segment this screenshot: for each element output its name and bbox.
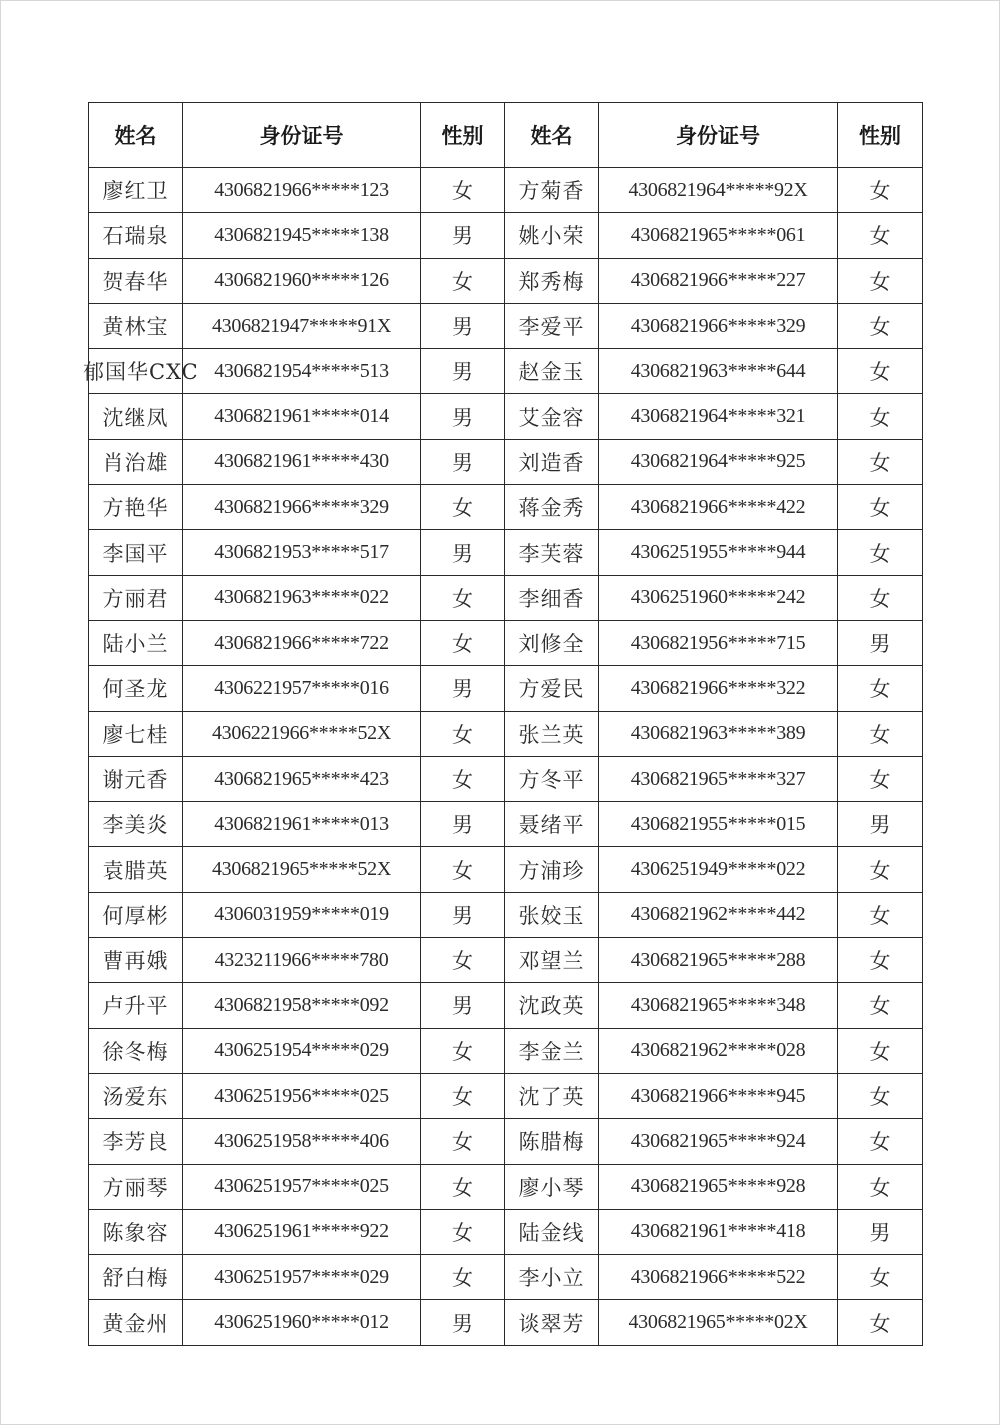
- gender-cell: 男: [838, 802, 923, 847]
- person-name-cell: 卢升平: [89, 983, 183, 1028]
- person-name-cell: 黄金州: [89, 1300, 183, 1345]
- table-row: [89, 1028, 923, 1073]
- table-row: [89, 485, 923, 530]
- table-row: [89, 847, 923, 892]
- id-number-cell: 4306221966*****52X: [183, 711, 421, 756]
- id-number-cell: 4306821964*****321: [599, 394, 838, 439]
- person-name-cell: 陈腊梅: [505, 1119, 599, 1164]
- gender-cell: 女: [838, 349, 923, 394]
- person-name-text: 郁国华CXC: [83, 360, 199, 385]
- gender-cell: 男: [421, 439, 505, 484]
- gender-cell: 女: [838, 303, 923, 348]
- id-number-cell: 4306251949*****022: [599, 847, 838, 892]
- id-number-cell: 4306821966*****227: [599, 258, 838, 303]
- gender-cell: 女: [421, 1209, 505, 1254]
- table-row: [89, 258, 923, 303]
- gender-cell: 女: [838, 1300, 923, 1345]
- gender-cell: 女: [421, 847, 505, 892]
- id-number-cell: 4306821965*****924: [599, 1119, 838, 1164]
- id-number-cell: 4306251956*****025: [183, 1073, 421, 1118]
- header-name-right: 姓名: [505, 103, 599, 168]
- id-number-cell: 4306251955*****944: [599, 530, 838, 575]
- gender-cell: 女: [838, 847, 923, 892]
- gender-cell: 男: [838, 620, 923, 665]
- id-number-cell: 4306821965*****423: [183, 756, 421, 801]
- table-row: [89, 711, 923, 756]
- person-name-cell: 方菊香: [505, 168, 599, 213]
- id-number-cell: 4306821966*****322: [599, 666, 838, 711]
- person-name-cell: 谈翠芳: [505, 1300, 599, 1345]
- person-name-cell: 廖七桂: [89, 711, 183, 756]
- id-number-cell: 4306821966*****329: [183, 485, 421, 530]
- roster-table: [83, 102, 923, 1346]
- table-row: [89, 394, 923, 439]
- id-number-cell: 4306221957*****016: [183, 666, 421, 711]
- id-number-cell: 4306251957*****029: [183, 1255, 421, 1300]
- gender-cell: 男: [421, 892, 505, 937]
- roster-sheet: [83, 102, 922, 1346]
- id-number-cell: 4306251957*****025: [183, 1164, 421, 1209]
- table-row: [89, 575, 923, 620]
- id-number-cell: 4306821966*****945: [599, 1073, 838, 1118]
- gender-cell: 男: [421, 802, 505, 847]
- gender-cell: 女: [421, 258, 505, 303]
- gender-cell: 女: [421, 1028, 505, 1073]
- person-name-cell: 方丽琴: [89, 1164, 183, 1209]
- id-number-cell: 4306821966*****722: [183, 620, 421, 665]
- person-name-cell: 汤爱东: [89, 1073, 183, 1118]
- gender-cell: 女: [421, 485, 505, 530]
- gender-cell: 女: [421, 756, 505, 801]
- gender-cell: 女: [421, 938, 505, 983]
- id-number-cell: 4306821960*****126: [183, 258, 421, 303]
- table-row: [89, 1164, 923, 1209]
- id-number-cell: 4306821963*****389: [599, 711, 838, 756]
- header-row: [89, 103, 923, 168]
- person-name-cell: 方浦珍: [505, 847, 599, 892]
- id-number-cell: 4306821965*****348: [599, 983, 838, 1028]
- person-name-cell: 何厚彬: [89, 892, 183, 937]
- id-number-cell: 4306251960*****242: [599, 575, 838, 620]
- header-id-left: 身份证号: [183, 103, 421, 168]
- id-number-cell: 4306821963*****644: [599, 349, 838, 394]
- gender-cell: 男: [421, 666, 505, 711]
- id-number-cell: 4306821966*****522: [599, 1255, 838, 1300]
- gender-cell: 女: [838, 1119, 923, 1164]
- person-name-cell: 廖小琴: [505, 1164, 599, 1209]
- gender-cell: 女: [421, 620, 505, 665]
- person-name-cell: 方艳华: [89, 485, 183, 530]
- person-name-cell: 刘修全: [505, 620, 599, 665]
- id-number-cell: 4306821958*****092: [183, 983, 421, 1028]
- id-number-cell: 4306821947*****91X: [183, 303, 421, 348]
- table-row: [89, 439, 923, 484]
- gender-cell: 女: [838, 213, 923, 258]
- person-name-cell: 赵金玉: [505, 349, 599, 394]
- person-name-cell: 石瑞泉: [89, 213, 183, 258]
- gender-cell: 女: [838, 711, 923, 756]
- table-row: [89, 213, 923, 258]
- id-number-cell: 4306821965*****288: [599, 938, 838, 983]
- table-row: [89, 938, 923, 983]
- gender-cell: 女: [838, 756, 923, 801]
- gender-cell: 男: [421, 349, 505, 394]
- person-name-cell: 聂绪平: [505, 802, 599, 847]
- gender-cell: 女: [838, 1255, 923, 1300]
- person-name-cell: [83, 349, 199, 394]
- id-number-cell: 4306031959*****019: [183, 892, 421, 937]
- roster-body: [83, 168, 923, 1346]
- table-row: [89, 666, 923, 711]
- gender-cell: 女: [421, 1119, 505, 1164]
- person-name-cell: 郑秀梅: [505, 258, 599, 303]
- person-name-cell: 沈了英: [505, 1073, 599, 1118]
- gender-cell: 女: [421, 575, 505, 620]
- id-number-cell: 4306821966*****329: [599, 303, 838, 348]
- gender-cell: 男: [421, 983, 505, 1028]
- id-number-cell: 4306251960*****012: [183, 1300, 421, 1345]
- gender-cell: 男: [421, 394, 505, 439]
- id-number-cell: 4306821961*****418: [599, 1209, 838, 1254]
- table-row: [89, 1209, 923, 1254]
- person-name-cell: 张姣玉: [505, 892, 599, 937]
- gender-cell: 女: [421, 1255, 505, 1300]
- gender-cell: 男: [421, 213, 505, 258]
- table-row: [89, 303, 923, 348]
- id-number-cell: 4306821953*****517: [183, 530, 421, 575]
- person-name-cell: 李小立: [505, 1255, 599, 1300]
- id-number-cell: 4306821961*****013: [183, 802, 421, 847]
- person-name-cell: 舒白梅: [89, 1255, 183, 1300]
- gender-cell: 女: [421, 1073, 505, 1118]
- gender-cell: 女: [838, 575, 923, 620]
- person-name-cell: 袁腊英: [89, 847, 183, 892]
- person-name-cell: 李细香: [505, 575, 599, 620]
- gender-cell: 女: [838, 439, 923, 484]
- person-name-cell: 蒋金秀: [505, 485, 599, 530]
- id-number-cell: 4306821963*****022: [183, 575, 421, 620]
- person-name-cell: 陆金线: [505, 1209, 599, 1254]
- gender-cell: 女: [838, 938, 923, 983]
- table-row: [89, 1255, 923, 1300]
- header-gender-right: 性别: [838, 103, 923, 168]
- id-number-cell: 4306821962*****442: [599, 892, 838, 937]
- person-name-cell: 姚小荣: [505, 213, 599, 258]
- id-number-cell: 4306251954*****029: [183, 1028, 421, 1073]
- person-name-cell: 李金兰: [505, 1028, 599, 1073]
- gender-cell: 女: [838, 530, 923, 575]
- gender-cell: 女: [838, 892, 923, 937]
- header-gender-left: 性别: [421, 103, 505, 168]
- person-name-cell: 邓望兰: [505, 938, 599, 983]
- gender-cell: 女: [838, 168, 923, 213]
- gender-cell: 女: [838, 258, 923, 303]
- id-number-cell: 4306251958*****406: [183, 1119, 421, 1164]
- table-row: [89, 892, 923, 937]
- person-name-cell: 张兰英: [505, 711, 599, 756]
- id-number-cell: 4306821965*****061: [599, 213, 838, 258]
- table-row: [89, 1119, 923, 1164]
- id-number-cell: 4306251961*****922: [183, 1209, 421, 1254]
- person-name-cell: 谢元香: [89, 756, 183, 801]
- id-number-cell: 4306821965*****52X: [183, 847, 421, 892]
- person-name-cell: 曹再娥: [89, 938, 183, 983]
- id-number-cell: 4306821964*****925: [599, 439, 838, 484]
- gender-cell: 女: [838, 485, 923, 530]
- person-name-cell: 沈继凤: [89, 394, 183, 439]
- table-row: [89, 756, 923, 801]
- header-id-right: 身份证号: [599, 103, 838, 168]
- id-number-cell: 4306821964*****92X: [599, 168, 838, 213]
- person-name-cell: 李美炎: [89, 802, 183, 847]
- person-name-cell: 李爱平: [505, 303, 599, 348]
- id-number-cell: 4306821956*****715: [599, 620, 838, 665]
- table-row: [89, 168, 923, 213]
- id-number-cell: 4306821965*****928: [599, 1164, 838, 1209]
- id-number-cell: 4306821966*****123: [183, 168, 421, 213]
- id-number-cell: 4306821966*****422: [599, 485, 838, 530]
- person-name-cell: 方冬平: [505, 756, 599, 801]
- id-number-cell: 4323211966*****780: [183, 938, 421, 983]
- person-name-cell: 何圣龙: [89, 666, 183, 711]
- header-name-left: 姓名: [89, 103, 183, 168]
- gender-cell: 男: [421, 530, 505, 575]
- person-name-cell: 李芙蓉: [505, 530, 599, 575]
- table-row: [89, 349, 923, 394]
- id-number-cell: 4306821962*****028: [599, 1028, 838, 1073]
- person-name-cell: 方爱民: [505, 666, 599, 711]
- gender-cell: 女: [838, 983, 923, 1028]
- table-row: [89, 1300, 923, 1345]
- id-number-cell: 4306821954*****513: [183, 349, 421, 394]
- gender-cell: 女: [421, 168, 505, 213]
- table-row: [89, 1073, 923, 1118]
- table-row: [89, 620, 923, 665]
- id-number-cell: 4306821955*****015: [599, 802, 838, 847]
- person-name-cell: 陆小兰: [89, 620, 183, 665]
- person-name-cell: 贺春华: [89, 258, 183, 303]
- gender-cell: 女: [421, 711, 505, 756]
- person-name-cell: 廖红卫: [89, 168, 183, 213]
- gender-cell: 男: [838, 1209, 923, 1254]
- person-name-cell: 刘造香: [505, 439, 599, 484]
- person-name-cell: 黄林宝: [89, 303, 183, 348]
- person-name-cell: 肖治雄: [89, 439, 183, 484]
- id-number-cell: 4306821945*****138: [183, 213, 421, 258]
- table-row: [89, 802, 923, 847]
- person-name-cell: 沈政英: [505, 983, 599, 1028]
- id-number-cell: 4306821961*****430: [183, 439, 421, 484]
- gender-cell: 女: [838, 1028, 923, 1073]
- person-name-cell: 李国平: [89, 530, 183, 575]
- id-number-cell: 4306821961*****014: [183, 394, 421, 439]
- table-row: [89, 983, 923, 1028]
- gender-cell: 男: [421, 1300, 505, 1345]
- person-name-cell: 李芳良: [89, 1119, 183, 1164]
- person-name-cell: 陈象容: [89, 1209, 183, 1254]
- id-number-cell: 4306821965*****327: [599, 756, 838, 801]
- gender-cell: 女: [838, 394, 923, 439]
- gender-cell: 女: [838, 1164, 923, 1209]
- id-number-cell: 4306821965*****02X: [599, 1300, 838, 1345]
- gender-cell: 女: [838, 666, 923, 711]
- gender-cell: 女: [838, 1073, 923, 1118]
- person-name-cell: 徐冬梅: [89, 1028, 183, 1073]
- gender-cell: 女: [421, 1164, 505, 1209]
- table-row: [89, 530, 923, 575]
- gender-cell: 男: [421, 303, 505, 348]
- person-name-cell: 方丽君: [89, 575, 183, 620]
- person-name-cell: 艾金容: [505, 394, 599, 439]
